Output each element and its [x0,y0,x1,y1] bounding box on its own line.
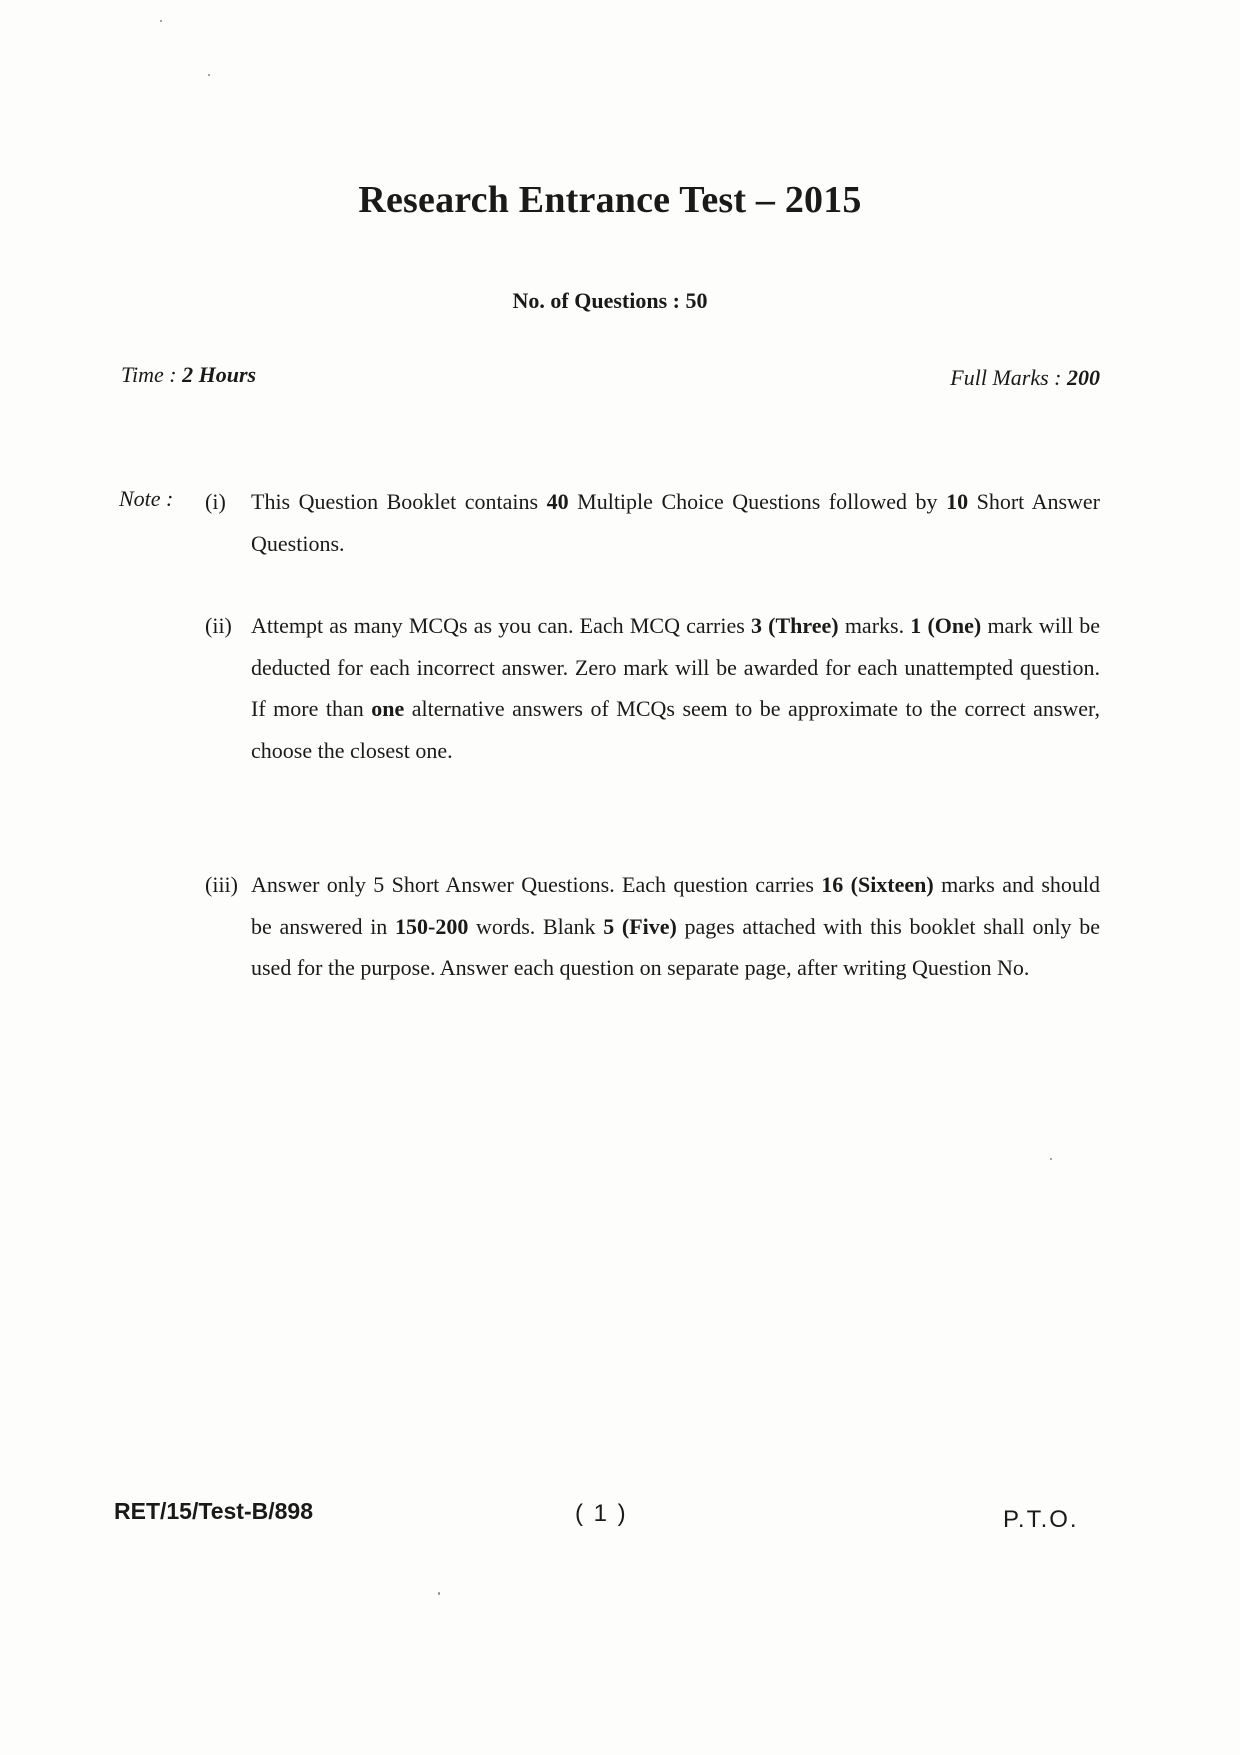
note-item-text: This Question Booklet contains 40 Multiple Choice Questions followed by 10 Short Answer Questions. [251,489,1100,556]
scan-speck [208,74,210,76]
note-item-number: (ii) [205,613,232,638]
full-marks-label: Full Marks : [950,365,1067,390]
number-of-questions: No. of Questions : 50 [512,288,708,313]
time-allowed [121,362,256,388]
time-label: Time : [121,362,183,387]
note-item-number: (iii) [205,872,238,897]
note-item-text: Attempt as many MCQs as you can. Each MCQ carries 3 (Three) marks. 1 (One) mark will be deducted for each incorrect answer. Zero mark will be awarded for each unattempted question. If more than one alternative answers of MCQs seem to be approximate to the correct answer, choose the closest one. [251,613,1101,763]
page-number: ( 1 ) [575,1500,628,1527]
time-value: 2 Hours [182,362,257,387]
note-label: Note : [119,486,174,511]
page-title: Research Entrance Test – 2015 [358,179,862,221]
note-item [205,605,1100,771]
booklet-code: RET/15/Test-B/898 [114,1498,313,1524]
note-item [205,864,1100,989]
scan-speck [438,1592,440,1595]
scan-speck [1050,1158,1052,1160]
note-item [205,481,1100,564]
scan-speck [160,20,162,22]
note-item-text: Answer only 5 Short Answer Questions. Each question carries 16 (Sixteen) marks and should be answered in 150-200 words. Blank 5 (Five) pages attached with this booklet shall only be used for the purpose. Answer each question on separate page, after writing Question No. [251,872,1101,980]
note-item-number: (i) [205,489,226,514]
full-marks [950,365,1100,391]
please-turn-over: P.T.O. [1003,1506,1079,1533]
full-marks-value: 200 [1067,365,1100,390]
